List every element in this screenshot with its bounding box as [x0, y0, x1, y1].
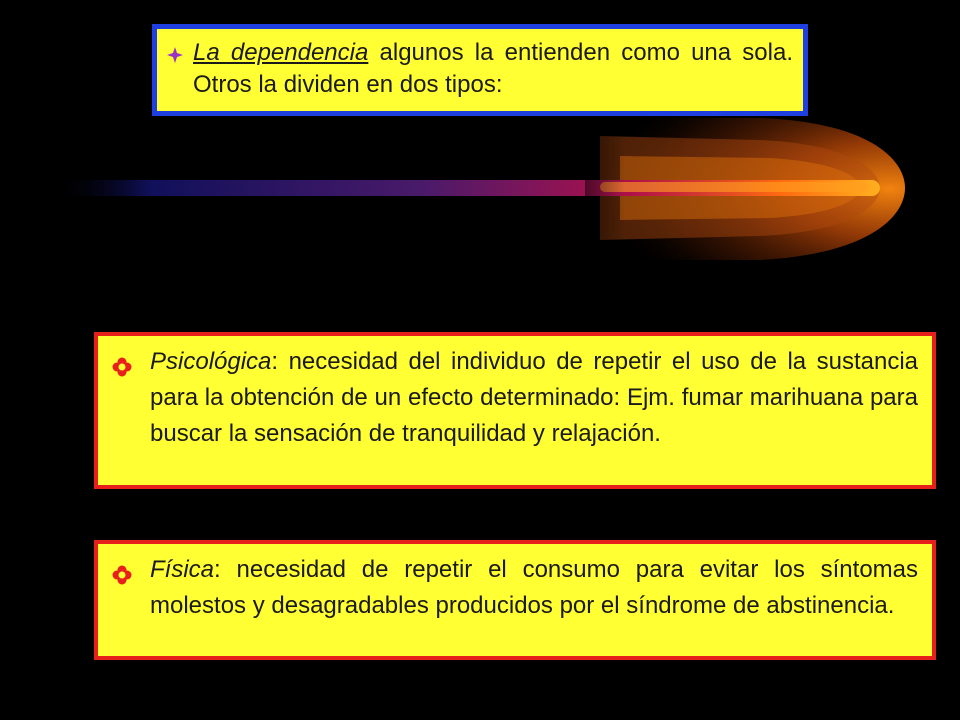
- physical-paragraph: [112, 552, 918, 624]
- physical-box: [94, 540, 936, 660]
- psychological-box: [94, 332, 936, 489]
- psychological-term: Psicológica: [150, 348, 272, 375]
- physical-term: Física: [150, 556, 215, 583]
- psychological-paragraph: [112, 344, 918, 452]
- glowing-streak-icon: [0, 100, 960, 290]
- glowing-streak-decoration: [0, 100, 960, 290]
- intro-box: [152, 24, 808, 116]
- diamond-bullet-icon: [167, 41, 183, 73]
- flower-bullet-icon: [112, 352, 132, 372]
- intro-paragraph: [167, 37, 793, 101]
- psychological-text: : necesidad del individuo de repetir el uso de la sustancia para la obtención de un efecto determinado: Ejm. fumar marihuana para buscar la sensación de tranquilidad y relajación.: [150, 348, 918, 447]
- flower-bullet-icon: [112, 560, 132, 580]
- physical-text: : necesidad de repetir el consumo para evitar los síntomas molestos y desagradables producidos por el síndrome de abstinencia.: [150, 556, 918, 619]
- intro-text: algunos la entienden como una sola. Otros la dividen en dos tipos:: [193, 39, 794, 98]
- intro-term: La dependencia: [193, 39, 369, 66]
